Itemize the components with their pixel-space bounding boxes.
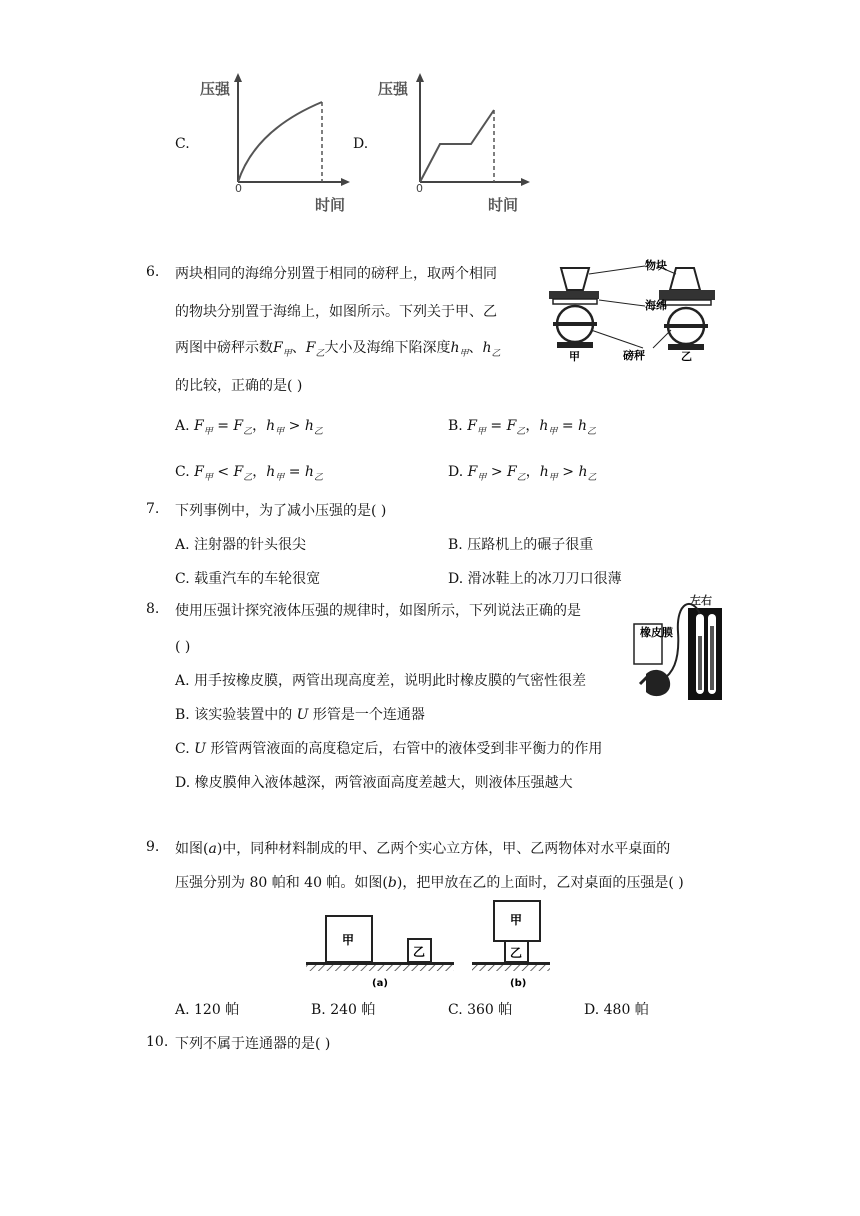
q9-fig-b-caption: (b): [510, 978, 527, 989]
q7-option-d[interactable]: D. 滑冰鞋上的冰刀刀口很薄: [448, 571, 622, 587]
q9-line1a: 如图(: [175, 841, 209, 857]
graph-d-xlabel: 时间: [488, 196, 519, 214]
q6-line4: 的比较，正确的是( ): [175, 378, 303, 394]
q8-option-b-part2: 形管是一个连通器: [312, 707, 425, 723]
q8-number: 8.: [146, 601, 160, 617]
q6-option-b-f: =: [490, 418, 503, 434]
q8-figure: [632, 592, 727, 704]
q9-fig-a-jia: 甲: [342, 933, 355, 947]
option-c-label: C.: [175, 136, 190, 152]
q9-line1: 如图(a)中，同种材料制成的甲、乙两个实心立方体，甲、乙两物体对水平桌面的: [175, 841, 671, 857]
q8-option-c-part2: 形管两管液面的高度稳定后，右管中的液体受到非平衡力的作用: [210, 741, 603, 757]
q8-option-d[interactable]: D. 橡皮膜伸入液体越深，两管液面高度差越大，则液体压强越大: [175, 775, 573, 791]
graph-d-origin: 0: [416, 182, 423, 195]
q6-option-a-f: =: [217, 418, 229, 434]
q9-option-c[interactable]: C. 360 帕: [448, 1002, 513, 1018]
graph-c-xlabel: 时间: [315, 196, 346, 214]
q8-stem-paren: ( ): [175, 639, 191, 655]
q6-number: 6.: [146, 264, 160, 280]
q6-fig-yi: 乙: [681, 350, 692, 363]
q6-fig-jia: 甲: [569, 350, 580, 363]
q7-option-b[interactable]: B. 压路机上的碾子很重: [448, 537, 594, 553]
graph-c-curve: [238, 102, 322, 182]
q6-line3: 两图中磅秤示数$F_甲$、$F_乙$大小及海绵下陷深度$h_甲$、$h_乙$: [175, 340, 501, 359]
graph-c: [195, 70, 355, 215]
graph-c-origin: 0: [235, 182, 242, 195]
q6-option-c-h: =: [288, 464, 301, 480]
option-d-label: D.: [353, 136, 369, 152]
graph-d: [375, 70, 535, 215]
q9-number: 9.: [146, 839, 160, 855]
q9-fig-b-yi: 乙: [510, 946, 523, 960]
graph-d-line: [420, 110, 494, 182]
q7-option-a[interactable]: A. 注射器的针头很尖: [175, 537, 307, 553]
q8-option-c[interactable]: C. U 形管两管液面的高度稳定后，右管中的液体受到非平衡力的作用: [175, 741, 603, 757]
q6-line3b: 大小及海绵下陷深度: [324, 340, 451, 356]
q6-option-a-h: >: [288, 418, 301, 434]
q6-option-d[interactable]: D. $F_甲 > F_乙$，$h_甲 > h_乙$: [448, 464, 597, 483]
q9-fig-b-jia: 甲: [510, 913, 523, 927]
q6-option-a-key: A.: [175, 418, 190, 434]
q6-fig-sponge: 海绵: [645, 299, 667, 312]
q10-number: 10.: [146, 1034, 169, 1050]
q10-stem: 下列不属于连通器的是( ): [175, 1036, 331, 1052]
q9-line2a: 压强分别为 80 帕和 40 帕。如图(: [175, 875, 388, 891]
q6-option-c-f: <: [217, 464, 230, 480]
q6-option-b-h: =: [561, 418, 574, 434]
q7-stem: 下列事例中，为了减小压强的是( ): [175, 503, 387, 519]
graph-c-ylabel: 压强: [200, 80, 231, 98]
q6-option-d-key: D.: [448, 464, 464, 480]
q6-option-c-key: C.: [175, 464, 190, 480]
q8-option-b-part1: B. 该实验装置中的: [175, 707, 293, 723]
graph-d-ylabel: 压强: [378, 80, 409, 98]
q6-option-b[interactable]: B. $F_甲 = F_乙$，$h_甲 = h_乙$: [448, 418, 597, 437]
q6-fig-block: 物块: [645, 259, 667, 272]
q8-option-b[interactable]: B. 该实验装置中的 U 形管是一个连通器: [175, 707, 425, 723]
q7-number: 7.: [146, 501, 160, 517]
q9-figure: [306, 898, 554, 990]
q6-figure: [545, 256, 725, 368]
q9-option-b[interactable]: B. 240 帕: [311, 1002, 376, 1018]
q7-option-c[interactable]: C. 载重汽车的车轮很宽: [175, 571, 321, 587]
q6-option-d-f: >: [490, 464, 503, 480]
q8-option-a[interactable]: A. 用手按橡皮膜，两管出现高度差，说明此时橡皮膜的气密性很差: [175, 673, 587, 689]
q8-stem: 使用压强计探究液体压强的规律时，如图所示，下列说法正确的是: [175, 603, 581, 619]
q9-line2: 压强分别为 80 帕和 40 帕。如图(b)，把甲放在乙的上面时，乙对桌面的压强是( ): [175, 875, 684, 891]
q9-line1b: )中，同种材料制成的甲、乙两个实心立方体，甲、乙两物体对水平桌面的: [216, 841, 671, 857]
q6-option-d-h: >: [562, 464, 574, 480]
q9-fig-a-caption: (a): [372, 978, 388, 989]
q6-option-c[interactable]: C. $F_甲 < F_乙$，$h_甲 = h_乙$: [175, 464, 323, 483]
q6-fig-scale: 磅秤: [623, 349, 645, 362]
q9-fig-a-yi: 乙: [413, 945, 426, 959]
q6-line3a: 两图中磅秤示数: [175, 340, 273, 356]
q9-option-a[interactable]: A. 120 帕: [175, 1002, 240, 1018]
q8-fig-label-1: 橡皮膜: [640, 626, 673, 639]
q9-line2b: )，把甲放在乙的上面时，乙对桌面的压强是( ): [396, 875, 684, 891]
q6-line1: 两块相同的海绵分别置于相同的磅秤上，取两个相同: [175, 266, 497, 282]
q8-option-c-part1: C.: [175, 741, 190, 757]
q6-option-a[interactable]: A. $F_甲 = F_乙$，$h_甲 > h_乙$: [175, 418, 323, 437]
q8-fig-top: 左右: [690, 594, 712, 607]
q6-option-b-key: B.: [448, 418, 463, 434]
q6-line2: 的物块分别置于海绵上，如图所示。下列关于甲、乙: [175, 304, 497, 320]
q9-option-d[interactable]: D. 480 帕: [584, 1002, 649, 1018]
